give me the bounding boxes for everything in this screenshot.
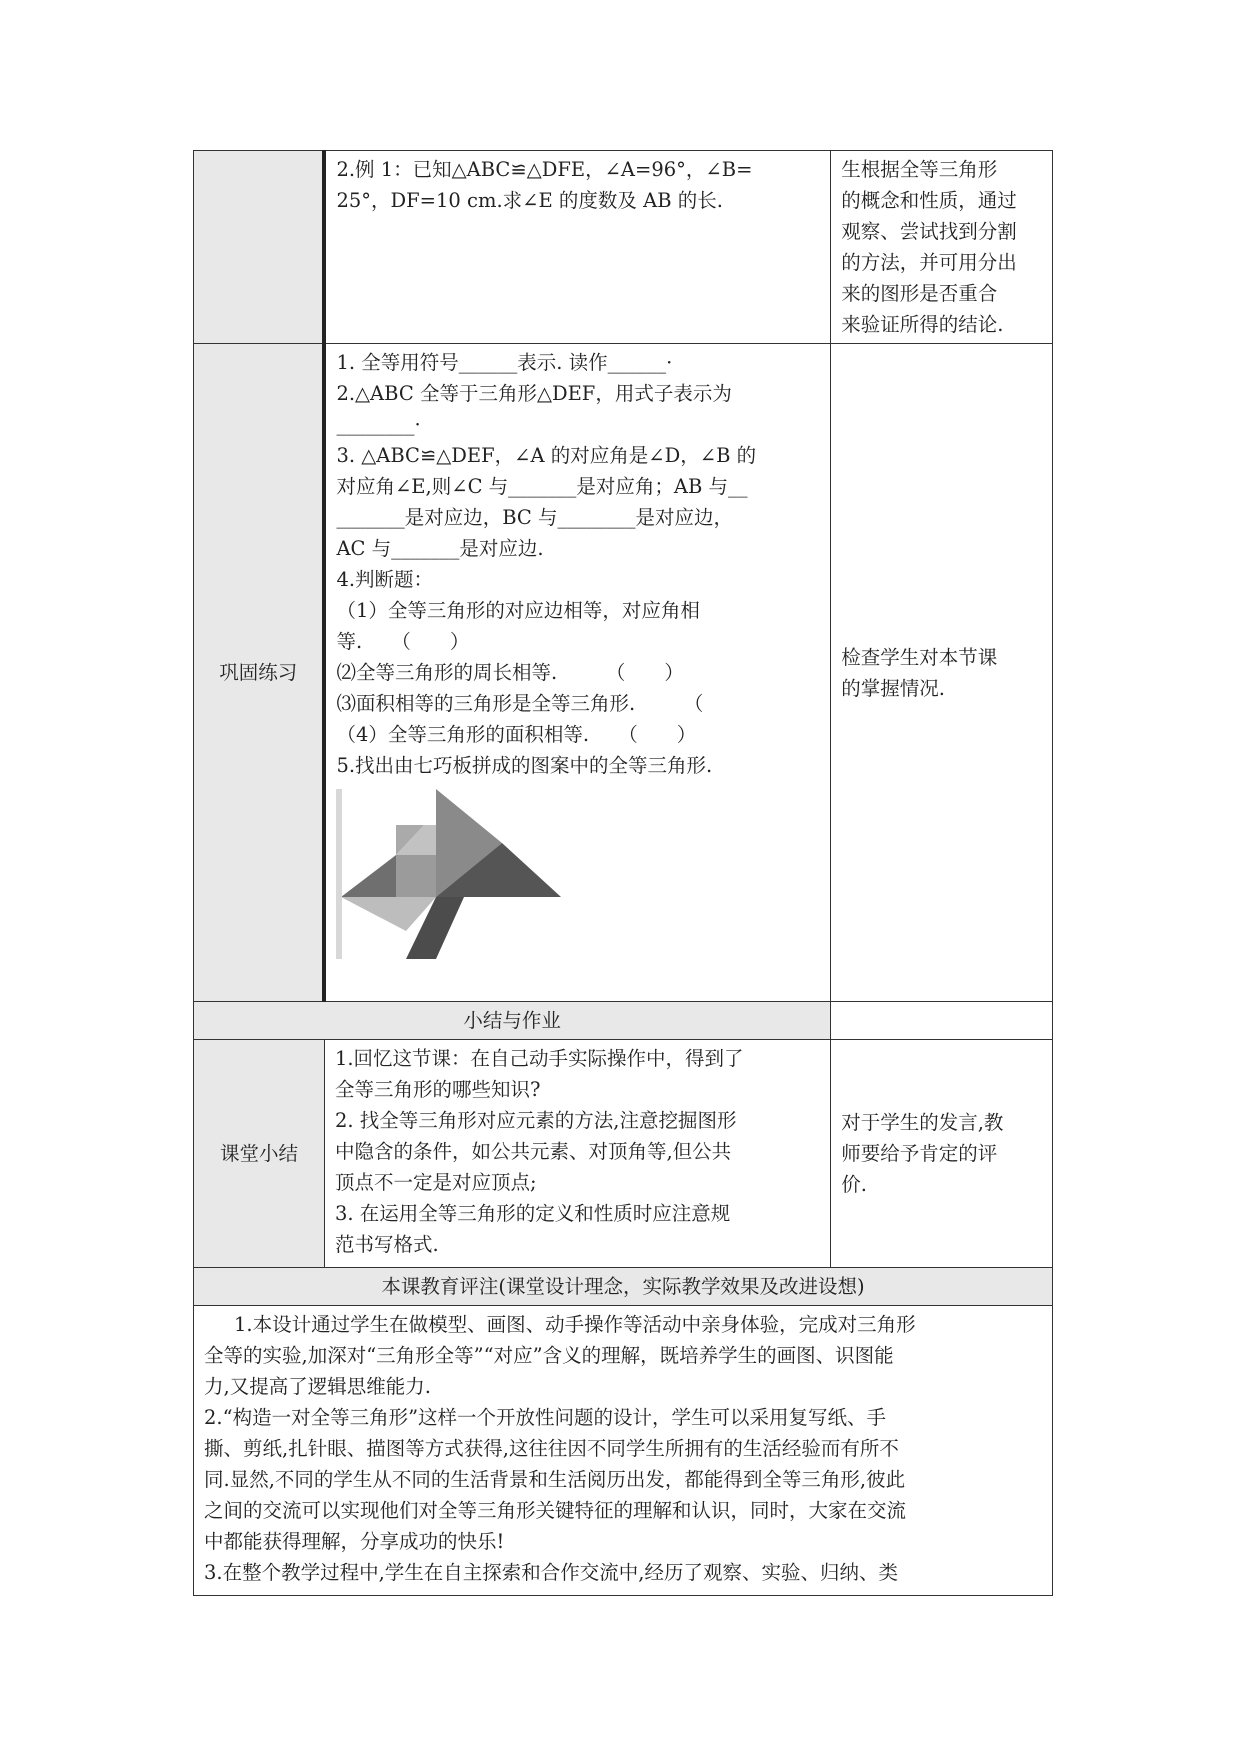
practice-line: 3. △ABC≌△DEF，∠A 的对应角是∠D，∠B 的 — [336, 444, 757, 467]
example-comment-cell — [831, 151, 1053, 344]
review-line: 力,又提高了逻辑思维能力. — [204, 1375, 431, 1398]
table-row — [194, 1268, 1053, 1306]
tangram-triangle-left — [341, 855, 396, 897]
summary-header: 小结与作业 — [463, 1009, 561, 1032]
example-line: 25°，DF=10 cm.求∠E 的度数及 AB 的长. — [336, 189, 723, 212]
table-row — [194, 1040, 1053, 1268]
summary-label: 课堂小结 — [219, 1142, 298, 1165]
comment-line: 的方法，并可用分出 — [841, 251, 1017, 274]
tangram-paper-edge — [336, 789, 342, 959]
table-row — [194, 344, 1053, 1002]
lesson-plan-table — [193, 150, 1053, 1596]
practice-line: 1. 全等用符号______表示. 读作______· — [336, 351, 673, 374]
comment-line: 的掌握情况. — [841, 676, 945, 700]
practice-line: 2.△ABC 全等于三角形△DEF，用式子表示为 — [336, 382, 732, 405]
practice-label: 巩固练习 — [219, 661, 298, 684]
comment-line: 师要给予肯定的评 — [841, 1142, 998, 1165]
review-line: 3.在整个教学过程中,学生在自主探索和合作交流中,经历了观察、实验、归纳、类 — [204, 1561, 899, 1584]
practice-line: （1）全等三角形的对应边相等，对应角相 — [336, 599, 700, 622]
summary-comment-cell — [831, 1040, 1053, 1268]
practice-line: 5.找出由七巧板拼成的图案中的全等三角形. — [336, 754, 713, 777]
practice-line: （4）全等三角形的面积相等. （ ） — [336, 723, 697, 746]
review-line: 2.“构造一对全等三角形”这样一个开放性问题的设计，学生可以采用复写纸、手 — [204, 1406, 887, 1429]
review-line: 中都能获得理解，分享成功的快乐! — [204, 1530, 505, 1553]
summary-line: 顶点不一定是对应顶点; — [334, 1171, 537, 1194]
review-header-cell — [194, 1268, 1053, 1306]
tangram-figure — [336, 789, 586, 959]
review-line: 同.显然,不同的学生从不同的生活背景和生活阅历出发，都能得到全等三角形,彼此 — [204, 1468, 906, 1491]
comment-line: 对于学生的发言,教 — [841, 1111, 1004, 1134]
tangram-triangle-bottom — [341, 897, 436, 931]
practice-line: 4.判断题： — [336, 568, 434, 591]
comment-line: 的概念和性质，通过 — [841, 189, 1017, 212]
example-line: 2.例 1：已知△ABC≌△DFE，∠A=96°，∠B= — [336, 158, 753, 181]
summary-line: 范书写格式. — [334, 1233, 439, 1256]
table-row — [194, 151, 1053, 344]
summary-line: 中隐含的条件，如公共元素、对顶角等,但公共 — [334, 1140, 732, 1163]
table-row — [194, 1306, 1053, 1596]
practice-line: _______是对应边，BC 与________是对应边， — [336, 506, 734, 529]
summary-header-cell — [194, 1002, 831, 1040]
review-line: 撕、剪纸,扎针眼、描图等方式获得,这往往因不同学生所拥有的生活经验而有所不 — [204, 1437, 899, 1460]
summary-line: 2. 找全等三角形对应元素的方法,注意挖掘图形 — [334, 1109, 737, 1132]
practice-line: 等. （ ） — [336, 630, 470, 653]
summary-header-empty-cell — [831, 1002, 1053, 1040]
summary-line: 全等三角形的哪些知识? — [334, 1078, 541, 1101]
review-header: 本课教育评注(课堂设计理念，实际教学效果及改进设想) — [381, 1275, 865, 1298]
practice-line: ⑶面积相等的三角形是全等三角形. （ — [336, 692, 704, 715]
summary-label-cell — [194, 1040, 325, 1268]
comment-line: 生根据全等三角形 — [841, 158, 998, 181]
practice-line: AC 与_______是对应边. — [336, 537, 544, 560]
comment-line: 检查学生对本节课 — [841, 645, 998, 669]
practice-content-cell — [324, 344, 830, 1002]
comment-line: 观察、尝试找到分割 — [841, 220, 1017, 243]
practice-line: 对应角∠E,则∠C 与_______是对应角；AB 与__ — [336, 475, 748, 498]
tangram-square — [396, 855, 436, 897]
summary-line: 3. 在运用全等三角形的定义和性质时应注意规 — [334, 1202, 731, 1225]
summary-line: 1.回忆这节课：在自己动手实际操作中，得到了 — [334, 1047, 744, 1070]
practice-label-cell — [194, 344, 325, 1002]
comment-line: 来的图形是否重合 — [841, 282, 998, 305]
practice-comment-cell — [831, 344, 1053, 1002]
summary-content-cell — [324, 1040, 830, 1268]
review-line: 全等的实验,加深对“三角形全等”“对应”含义的理解，既培养学生的画图、识图能 — [204, 1344, 894, 1367]
comment-line: 来验证所得的结论. — [841, 313, 1004, 336]
review-line: 之间的交流可以实现他们对全等三角形关键特征的理解和认识，同时，大家在交流 — [204, 1499, 907, 1522]
example-content-cell — [324, 151, 830, 344]
practice-line: ________· — [336, 413, 421, 436]
practice-line: ⑵全等三角形的周长相等. （ ） — [336, 661, 684, 684]
review-content-cell — [194, 1306, 1053, 1596]
table-row — [194, 1002, 1053, 1040]
label-cell-empty — [194, 151, 325, 344]
comment-line: 价. — [841, 1173, 867, 1196]
review-line: 1.本设计通过学生在做模型、画图、动手操作等活动中亲身体验，完成对三角形 — [234, 1313, 916, 1336]
